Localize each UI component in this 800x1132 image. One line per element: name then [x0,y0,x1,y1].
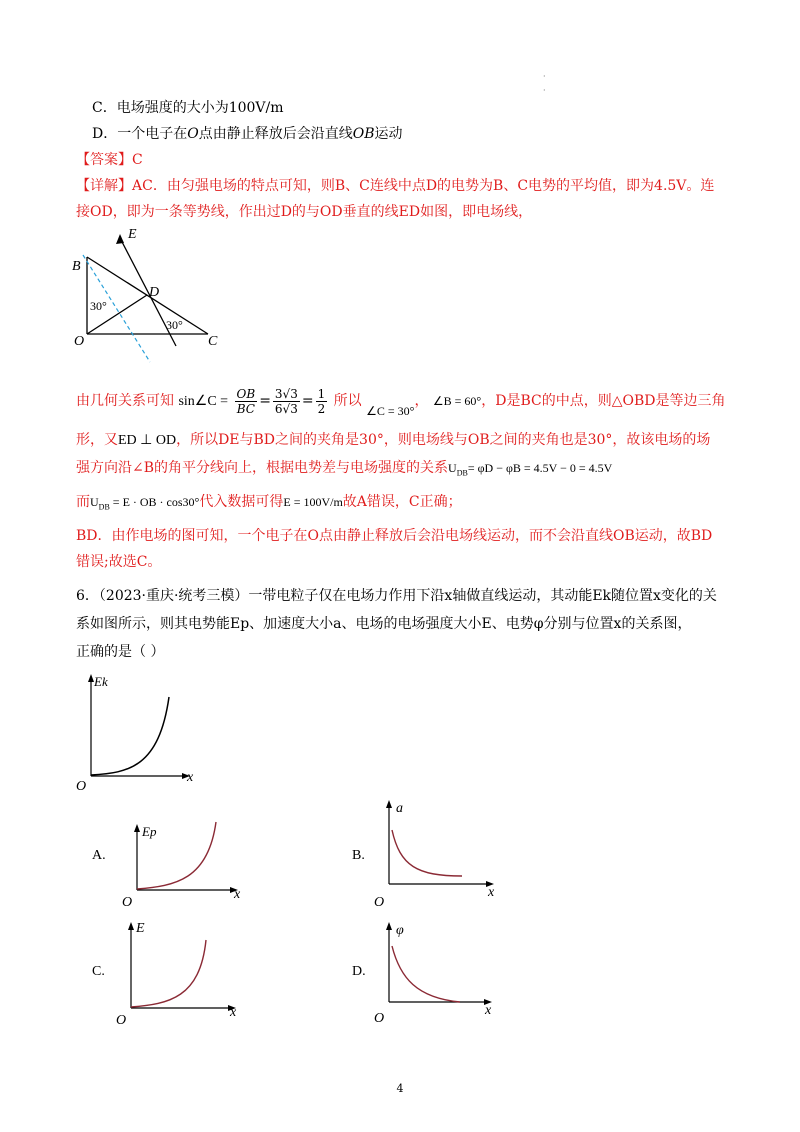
option-d-text: D．一个电子在O点由静止释放后会沿直线OB运动 [92,126,403,142]
ep-origin-label: O [122,895,133,910]
e-y-label: E [136,921,145,936]
detail-line-4: 形，又ED ⊥ OD，所以DE与BD之间的夹角是30°，则电场线与OB之间的夹角也是30°，故该电场的场 [76,432,711,448]
option-d-graph [372,918,502,1024]
answer-line: 【答案】C [76,152,143,168]
geometry-diagram [70,222,230,372]
y-arrow-icon [128,922,134,930]
phi-origin-label: O [374,1011,385,1024]
y-arrow-icon [386,800,392,808]
option-b-graph [372,796,502,912]
a-origin-label: O [374,895,385,910]
geometry-line: 由几何关系可知 sin∠C = $\frac{OB}{BC}$ = $\frac{3√3}{6√3}$ = $\frac{1}{2}$ 所以 ∠C = 30°， ∠B = 60°，D是BC的中点，则△OBD是等边三角 [76,386,726,418]
detail-line-6: 而$U_{DB} = E$ · OB · cos30°代入数据可得E = 100V/m故A错误，C正确； [76,494,462,512]
option-d-label: D. [352,964,366,979]
y-arrow-icon [386,922,392,930]
option-c-label: C. [92,964,105,979]
a-curve [392,830,462,876]
e-origin-label: O [116,1013,127,1026]
option-c-graph [114,918,244,1026]
label-d: D [149,285,160,300]
option-c-text: C．电场强度的大小为100V/m [92,100,284,116]
dot-mark: · [543,72,546,81]
detail-line-1: 【详解】AC．由匀强电场的特点可知，则B、C连线中点D的电势为B、C电势的平均值，即为4.5V。连 [76,178,715,194]
detail-line-2: 接OD，即为一条等势线，作出过D的与OD垂直的线ED如图，即电场线， [76,204,533,220]
phi-curve [392,946,460,1002]
option-b-label: B. [352,848,365,863]
label-c: C [208,334,218,349]
ek-y-label: Ek [94,674,108,689]
label-angle-30-c: 30° [166,318,183,332]
label-angle-30-b: 30° [90,299,107,313]
question-6-line-1: 6．（2023·重庆·统考三模）一带电粒子仅在电场力作用下沿x轴做直线运动，其动能Ek随位置x变化的关 [76,588,717,604]
a-y-label: a [396,801,403,816]
ek-origin-label: O [76,779,87,794]
label-b: B [72,259,81,274]
ep-y-label: Ep [142,824,157,839]
a-x-label: x [488,885,495,900]
e-curve [131,940,206,1007]
page-number: 4 [396,1082,404,1095]
ek-graph [74,672,204,796]
detail-line-5: 强方向沿∠B的角平分线向上，根据电势差与电场强度的关系$U_{DB}= \varphi D - \varphi B = 4.5V - 0 = 4.5V$ [76,460,613,478]
bd-line-2: 错误;故选C。 [76,554,162,570]
label-e: E [128,227,137,242]
ek-x-label: x [187,770,194,785]
option-a-graph [120,820,250,914]
e-x-label: x [230,1005,237,1020]
question-6-line-2: 系如图所示，则其电势能Ep、加速度大小a、电场的电场强度大小E、电势φ分别与位置x的关系图， [76,616,692,632]
dot-mark: · [543,86,546,95]
ep-x-label: x [234,887,241,902]
phi-y-label: φ [396,923,404,938]
label-o: O [74,334,85,349]
bd-line-1: BD．由作电场的图可知，一个电子在O点由静止释放后会沿电场线运动，而不会沿直线OB运动，故BD [76,528,713,544]
phi-x-label: x [485,1003,492,1018]
question-6-line-3: 正确的是（ ） [76,644,165,660]
y-arrow-icon [134,824,140,832]
option-a-label: A. [92,848,106,863]
arrow-head-icon [116,234,124,244]
ek-curve [91,697,169,775]
